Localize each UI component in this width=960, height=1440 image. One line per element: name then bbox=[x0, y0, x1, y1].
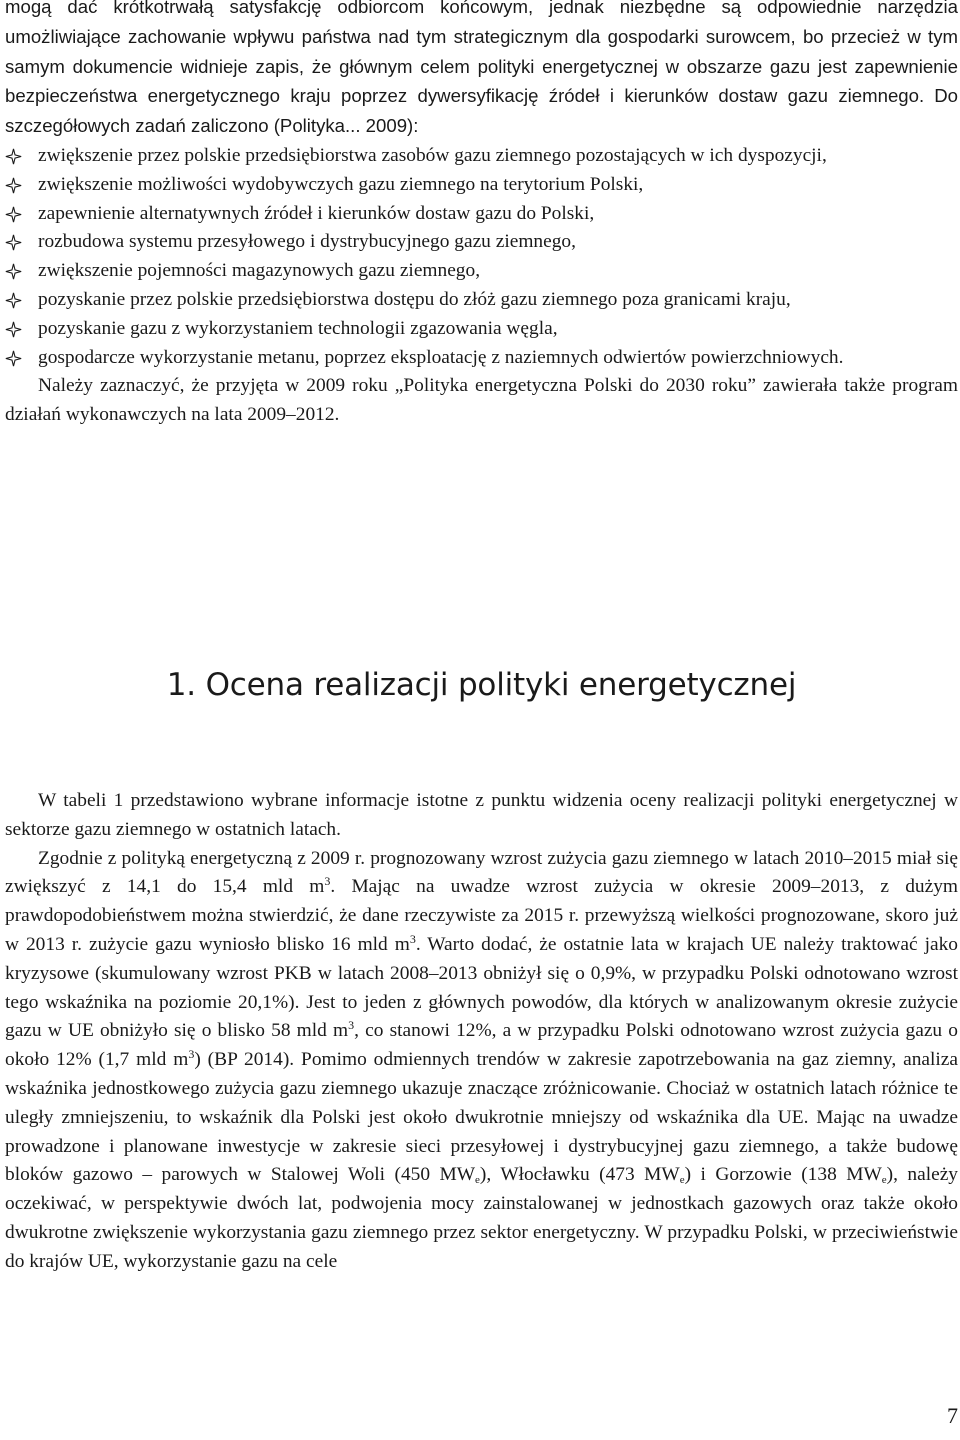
task-list bbox=[5, 142, 958, 372]
star-bullet-icon bbox=[5, 148, 22, 165]
list-item-text: zwiększenie możliwości wydobywczych gazu ziemnego na terytorium Polski, bbox=[38, 173, 644, 195]
list-item-text: zapewnienie alternatywnych źródeł i kierunków dostaw gazu do Polski, bbox=[38, 202, 595, 224]
list-item bbox=[5, 228, 958, 257]
star-bullet-icon bbox=[5, 321, 22, 338]
superscript: 3 bbox=[324, 874, 331, 889]
text-run: . Mając na uwadze wzrost zużycia w okresie 2009–2013, z dużym prawdopodobieństwem można stwierdzić, że dane rzeczywiste za 2015 r. przewyższą wielkości prognozowane, skoro już w 2013 r. zużycie gazu wyniosło blisko 16 mld m bbox=[5, 876, 958, 955]
superscript: 3 bbox=[188, 1047, 195, 1062]
star-bullet-icon bbox=[5, 350, 22, 367]
subscript: e bbox=[679, 1174, 685, 1187]
section-paragraph-1: W tabeli 1 przedstawiono wybrane informacje istotne z punktu widzenia oceny realizacji polityki energetycznej w sektorze gazu ziemnego w ostatnich latach. bbox=[5, 790, 958, 840]
document-page bbox=[5, 0, 958, 1440]
section-paragraph-2 bbox=[5, 845, 958, 1277]
intro-text-b: Do szczegółowych zadań zaliczono (Polityka... 2009): bbox=[5, 85, 958, 137]
star-bullet-icon bbox=[5, 234, 22, 251]
list-item-text: gospodarcze wykorzystanie metanu, poprzez eksploatację z naziemnych odwiertów powierzchniowych. bbox=[38, 346, 844, 368]
list-item-text: rozbudowa systemu przesyłowego i dystrybucyjnego gazu ziemnego, bbox=[38, 231, 576, 253]
text-run: ), należy oczekiwać, w perspektywie dwóch lat, podwojenia mocy zainstalowanej w jednostkach gazowych oraz także około dwukrotne zwiększenie wykorzystania gazu ziemnego przez sektor energetyczny. W przypadku Polski, w przeciwieństwie do krajów UE, wykorzystanie gazu na cele bbox=[5, 1164, 959, 1272]
list-item bbox=[5, 315, 958, 344]
intro-paragraph bbox=[5, 0, 958, 142]
intro-block bbox=[5, 0, 958, 430]
text-run: ) (BP 2014). Pomimo odmiennych trendów w zakresie zapotrzebowania na gaz ziemny, analiza wskaźnika jednostkowego zużycia gazu ziemnego ukazuje znaczące zróżnicowanie. Chociaż w ostatnich latach różnice te uległy zmniejszeniu, to wskaźnik dla Polski jest około dwukrotnie mniejszy od wskaźnika dla UE. Mając na uwadze prowadzone i planowane inwestycje w zakresie sieci przesyłowej i dystrybucyjnej gazu ziemnego, a także budowę bloków gazowo – parowych w Stalowej Woli (450 MW bbox=[5, 1049, 959, 1186]
text-run: . Warto dodać, że ostatnie lata w krajach UE należy traktować jako kryzysowe (skumulowany wzrost PKB w latach 2008–2013 obniżył się o 0,9%, w przypadku Polski odnotowano wzrost tego wskaźnika na poziomie 20,1%). Jest to jeden z głównych powodów, dla których w analizowanym okresie zużycie gazu w UE obniżyło się o blisko 58 mld m bbox=[5, 933, 958, 1042]
text-run: ), Włocławku (473 MW bbox=[479, 1164, 680, 1186]
star-bullet-icon bbox=[5, 206, 22, 223]
star-bullet-icon bbox=[5, 292, 22, 309]
star-bullet-icon bbox=[5, 177, 22, 194]
text-run: Zgodnie z polityką energetyczną z 2009 r. prognozowany wzrost zużycia gazu ziemnego w latach 2010–2015 miał się zwiększyć z 14,1 do 15,4 mld m bbox=[5, 847, 958, 898]
section-body bbox=[5, 787, 958, 1277]
text-run: ) i Gorzowie (138 MW bbox=[684, 1164, 882, 1186]
text-run: , co stanowi 12%, a w przypadku Polski odnotowano wzrost zużycia gazu o około 12% (1,7 mld m bbox=[5, 1020, 958, 1071]
subscript: e bbox=[881, 1174, 887, 1187]
list-item-text: zwiększenie pojemności magazynowych gazu ziemnego, bbox=[38, 260, 481, 282]
list-item bbox=[5, 344, 958, 373]
list-item bbox=[5, 142, 958, 171]
page-number: 7 bbox=[947, 1403, 958, 1428]
list-item-text: pozyskanie gazu z wykorzystaniem technologii zgazowania węgla, bbox=[38, 317, 558, 339]
list-item bbox=[5, 286, 958, 315]
list-item-text: pozyskanie przez polskie przedsiębiorstwa dostępu do złóż gazu ziemnego poza granicami kraju, bbox=[38, 288, 791, 310]
intro-text-a: mogą dać krótkotrwałą satysfakcję odbiorcom końcowym, jednak niezbędne są odpowiednie narzędzia umożliwiające zachowanie wpływu państwa nad tym strategicznym dla gospodarki surowcem, bo przecież w tym samym dokumencie widnieje zapis, że głównym celem polityki energetycznej w obszarze gazu jest zapewnienie bezpieczeństwa energetycznego kraju poprzez dywersyfikację źródeł i kierunków dostaw gazu ziemnego. bbox=[5, 0, 958, 107]
list-item bbox=[5, 171, 958, 200]
intro-closing-paragraph: Należy zaznaczyć, że przyjęta w 2009 roku „Polityka energetyczna Polski do 2030 roku” zawierała także program działań wykonawczych na lata 2009–2012. bbox=[5, 375, 958, 426]
superscript: 3 bbox=[409, 931, 416, 946]
subscript: e bbox=[475, 1174, 480, 1187]
list-item bbox=[5, 200, 958, 229]
section-heading: 1. Ocena realizacji polityki energetycznej bbox=[166, 667, 797, 703]
superscript: 3 bbox=[348, 1018, 355, 1033]
list-item-text: zwiększenie przez polskie przedsiębiorstwa zasobów gazu ziemnego pozostających w ich dyspozycji, bbox=[38, 144, 827, 166]
star-bullet-icon bbox=[5, 263, 22, 280]
list-item bbox=[5, 257, 958, 286]
